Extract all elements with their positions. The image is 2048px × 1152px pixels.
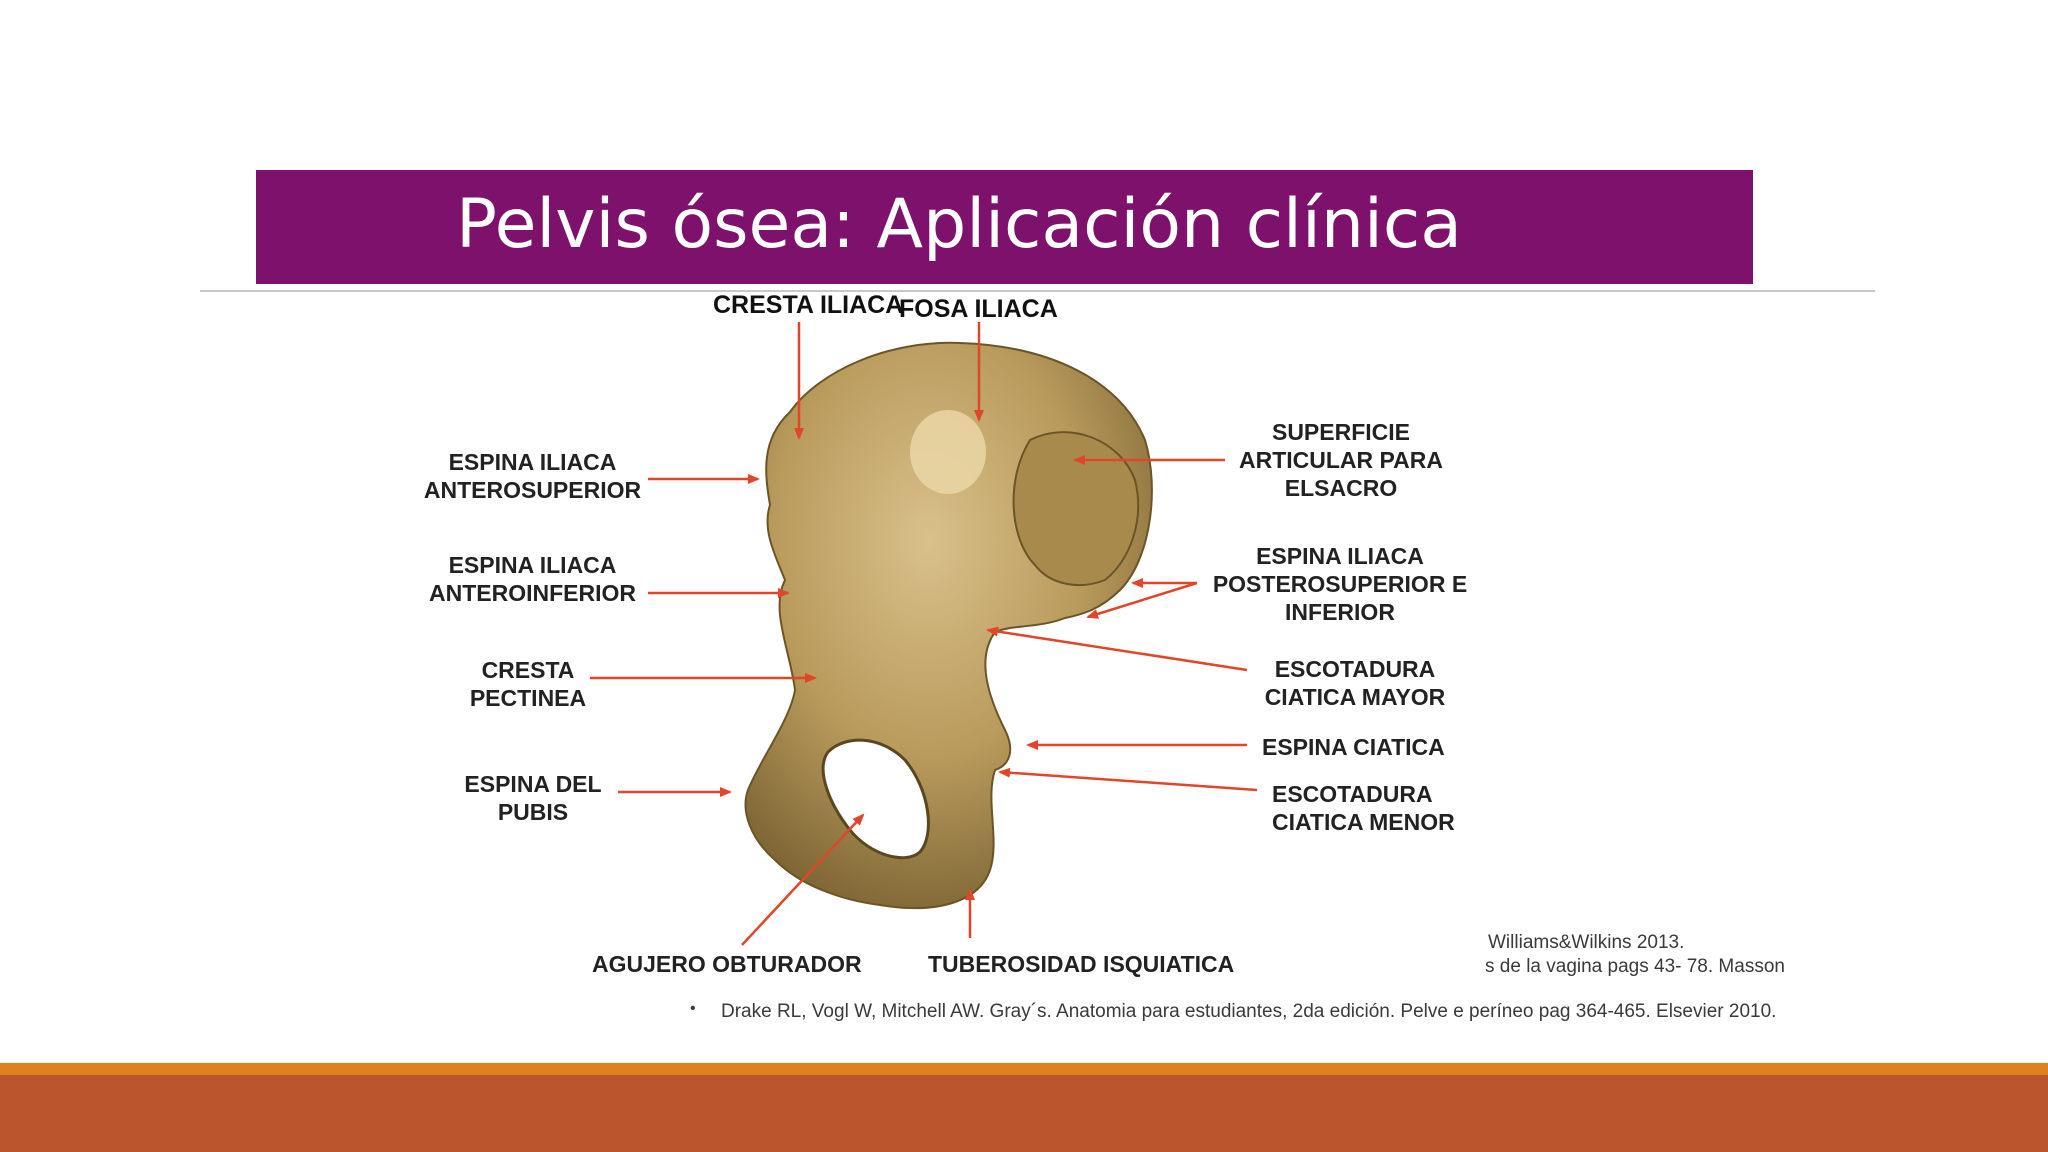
- iliac-fossa-spot: [910, 410, 986, 494]
- label-escotadura-ciatica-mayor: ESCOTADURA CIATICA MAYOR: [1264, 656, 1446, 710]
- arrow-escotadura-mayor: [988, 630, 1247, 670]
- reference-bullet: •: [690, 1000, 696, 1017]
- auricular-surface: [1014, 432, 1139, 585]
- footer-accent-bar: [0, 1063, 2048, 1075]
- label-espina-iliaca-anteroinferior: ESPINA ILIACA ANTEROINFERIOR: [429, 552, 636, 606]
- hip-bone-illustration: [746, 343, 1152, 908]
- label-cresta-pectinea: CRESTA PECTINEA: [469, 657, 587, 711]
- label-superficie-articular: SUPERFICIE ARTICULAR PARA ELSACRO: [1238, 419, 1443, 501]
- arrow-escotadura-menor: [1000, 772, 1257, 790]
- slide-title: Pelvis ósea: Aplicación clínica: [456, 185, 1462, 264]
- label-espina-iliaca-anterosuperior: ESPINA ILIACA ANTEROSUPERIOR: [423, 449, 642, 503]
- label-fosa-iliaca: FOSA ILIACA: [899, 295, 1058, 323]
- label-espina-ciatica: ESPINA CIATICA: [1262, 734, 1445, 760]
- footer-bar: [0, 1075, 2048, 1152]
- reference-line-1: Williams&Wilkins 2013.: [1488, 932, 1685, 953]
- reference-line-2: s de la vagina pags 43- 78. Masson: [1485, 956, 1785, 977]
- label-espina-iliaca-posterior: ESPINA ILIACA POSTEROSUPERIOR E INFERIOR: [1212, 543, 1468, 625]
- label-agujero-obturador: AGUJERO OBTURADOR: [592, 951, 862, 977]
- label-tuberosidad-isquiatica: TUBEROSIDAD ISQUIATICA: [928, 951, 1235, 977]
- label-espina-del-pubis: ESPINA DEL PUBIS: [464, 771, 602, 825]
- reference-drake: Drake RL, Vogl W, Mitchell AW. Gray´s. Anatomia para estudiantes, 2da edición. Pelve e períneo pag 364-465. Elsevier 2010.: [721, 1001, 1777, 1022]
- label-escotadura-ciatica-menor: ESCOTADURA CIATICA MENOR: [1272, 781, 1455, 835]
- label-cresta-iliaca: CRESTA ILIACA: [713, 291, 904, 319]
